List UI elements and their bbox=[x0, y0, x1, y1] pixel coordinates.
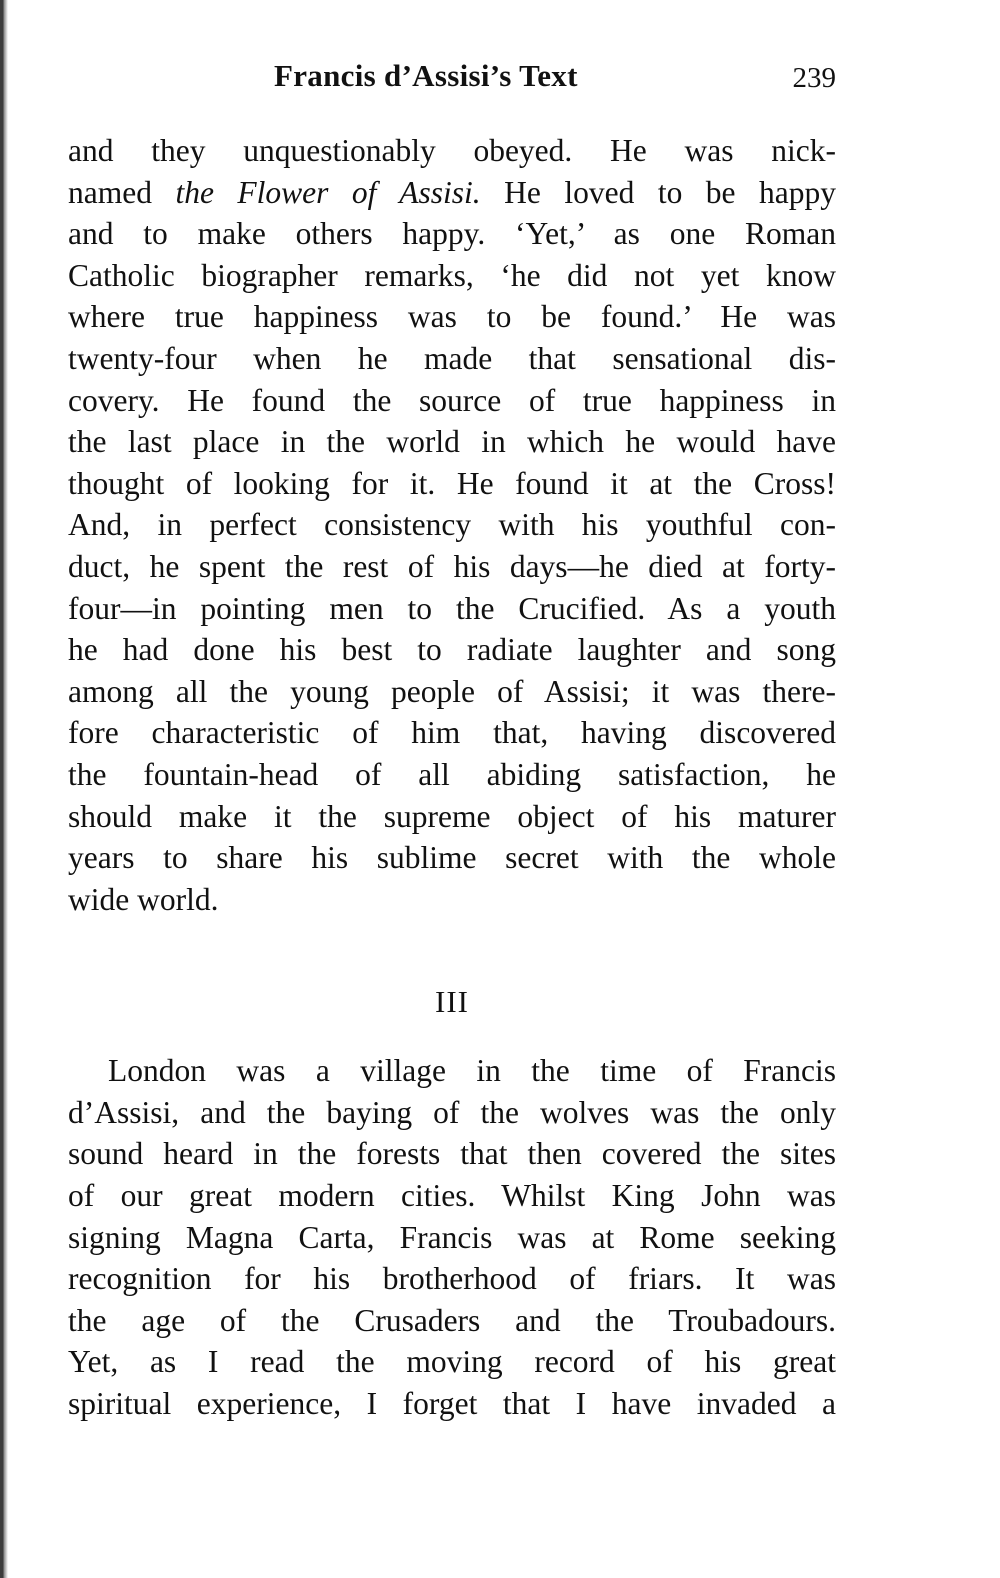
text-line: should make it the supreme object of his maturer bbox=[68, 798, 836, 834]
text-line: recognition for his brotherhood of friars. It was bbox=[68, 1261, 836, 1297]
section-heading: III bbox=[435, 984, 469, 1020]
text-line: the last place in the world in which he would have bbox=[68, 424, 836, 460]
text-segment: He loved to be happy bbox=[480, 174, 836, 210]
text-line: fore characteristic of him that, having discovered bbox=[68, 715, 836, 751]
book-page bbox=[68, 58, 836, 1425]
text-line: of our great modern cities. Whilst King John was bbox=[68, 1178, 836, 1214]
text-line: years to share his sublime secret with the whole bbox=[68, 840, 836, 876]
text-line: and they unquestionably obeyed. He was nick- bbox=[68, 133, 836, 168]
text-line: among all the young people of Assisi; it was there- bbox=[68, 673, 836, 709]
page-number: 239 bbox=[792, 62, 836, 94]
text-segment: named bbox=[68, 174, 176, 210]
text-line: signing Magna Carta, Francis was at Rome seeking bbox=[68, 1219, 836, 1255]
page-binding-edge bbox=[0, 0, 8, 1578]
text-line: the age of the Crusaders and the Troubadours. bbox=[68, 1302, 836, 1338]
text-line-with-italic bbox=[68, 172, 836, 214]
text-line: London was a village in the time of Francis bbox=[108, 1053, 836, 1089]
text-line: spiritual experience, I forget that I have invaded a bbox=[68, 1386, 836, 1422]
text-line: he had done his best to radiate laughter and song bbox=[68, 632, 836, 668]
text-line: and to make others happy. ‘Yet,’ as one Roman bbox=[68, 216, 836, 252]
text-line: where true happiness was to be found.’ He was bbox=[68, 299, 836, 335]
text-line: twenty-four when he made that sensational dis- bbox=[68, 340, 836, 376]
running-title: Francis d’Assisi’s Text bbox=[274, 58, 578, 93]
text-line: duct, he spent the rest of his days—he died at forty- bbox=[68, 548, 836, 584]
text-line: sound heard in the forests that then covered the sites bbox=[68, 1136, 836, 1172]
italic-title-phrase: the Flower of Assisi. bbox=[175, 174, 481, 210]
paragraph-2 bbox=[68, 1050, 836, 1424]
running-header bbox=[68, 58, 836, 102]
text-line: Yet, as I read the moving record of his great bbox=[68, 1344, 836, 1380]
paragraph-1 bbox=[68, 130, 836, 920]
text-line: covery. He found the source of true happiness in bbox=[68, 382, 836, 418]
text-line: And, in perfect consistency with his youthful con- bbox=[68, 507, 836, 543]
text-line: the fountain-head of all abiding satisfaction, he bbox=[68, 756, 836, 792]
text-line: Catholic biographer remarks, ‘he did not yet know bbox=[68, 257, 836, 293]
text-line: wide world. bbox=[68, 881, 219, 917]
text-line: thought of looking for it. He found it at the Cross! bbox=[68, 465, 836, 501]
text-line: d’Assisi, and the baying of the wolves was the only bbox=[68, 1094, 836, 1130]
text-line: four—in pointing men to the Crucified. As a youth bbox=[68, 590, 836, 626]
